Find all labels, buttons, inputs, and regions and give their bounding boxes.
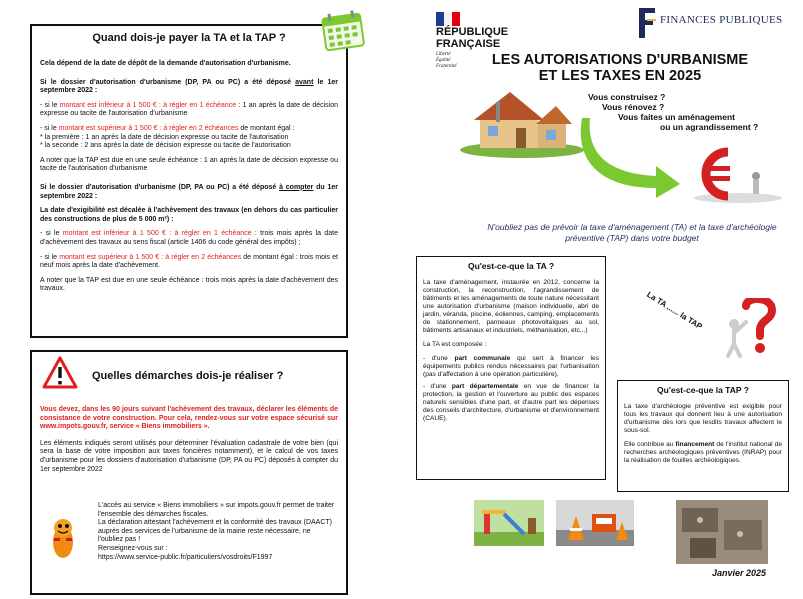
procedures-title: Quelles démarches dois-je réaliser ? <box>92 370 284 382</box>
ta-definition: La taxe d'aménagement, instaurée en 2012, concerne la construction, la reconstruction, l'agrandissement de bâtiments et les aménagements de toute nature nécessitant une autorisation d'urbanisme (maison individuelle, abri de jardin, véranda, piscine, éoliennes, camping, emplacements de stationnement, panneaux photovoltaïques au sol, bâtiments artisanaux et industriels, méthanisation, etc...) <box>423 279 599 334</box>
ta-box-title: Qu'est-ce-que la TA ? <box>467 261 555 271</box>
case2-line1: - si le montant est inférieur à 1 500 € : à régler en 1 échéance : trois mois après la date d'achèvement des travaux au sens fiscal (article 1406 du code général des impôts) ; <box>40 230 339 246</box>
case1-line2: - si le montant est supérieur à 1 500 € : à régler en 2 échéances de montant égal : <box>40 124 295 132</box>
calendar-icon <box>318 8 368 54</box>
mascot-icon <box>46 514 80 562</box>
case1-line4: * la seconde : 2 ans après la date de décision expresse ou tacite de l'autorisation <box>40 142 291 150</box>
budget-reminder: N'oubliez pas de prévoir la taxe d'aménagement (TA) et la taxe d'archéologie préventive (TAP) dans votre budget <box>487 222 777 243</box>
case1-line3: * la première : 1 an après la date de décision expresse ou tacite de l'autorisation <box>40 133 289 141</box>
valuation-text: Les éléments indiqués seront utilisés pour déterminer l'évaluation cadastrale de votre bien (qui sera la base de votre imposition aux taxes foncières notamment), et le calcul de vos taxes d'urbanisme pour les dossiers d'autorisation d'urbanisme (DP, PA ou PC) déposés à compter du 1er septembre 2022 <box>40 439 338 473</box>
republique-francaise: RÉPUBLIQUE FRANÇAISE <box>436 26 509 50</box>
marianne-logo <box>436 8 486 28</box>
archaeology-photo <box>676 500 768 564</box>
case2-exigibility: La date d'exigibilité est décalée à l'achèvement des travaux (en dehors du cas particulier des constructions de plus de 5 000 m²) : <box>40 207 338 223</box>
tip-daact: La déclaration attestant l'achèvement et la conformité des travaux (DAACT) auprès des services de l'urbanisme de la mairie reste nécessaire, ne l'oubliez pas ! <box>98 519 333 544</box>
service-public-link[interactable]: https://www.service-public.fr/particuliers/vosdroits/F1997 <box>98 553 273 561</box>
finances-publiques-label: FINANCES PUBLIQUES <box>660 14 783 26</box>
payment-box-title: Quand dois-je payer la TA et la TAP ? <box>92 32 286 44</box>
case2-note: A noter que la TAP est due en une seule échéance : trois mois après la date d'achèvement des travaux. <box>40 276 338 293</box>
intro-text: Cela dépend de la date de dépôt de la demande d'autorisation d'urbanisme. <box>40 60 291 67</box>
warning-icon <box>42 356 78 390</box>
payment-box <box>30 24 348 338</box>
declaration-warning: Vous devez, dans les 90 jours suivant l'achèvement des travaux, déclarer les éléments de consistance de votre construction. Pour cela, rendez-vous sur votre espace sécurisé sur www.impots.gouv.fr, service « Biens immobiliers ». <box>40 406 338 431</box>
ta-tap-label: La TA ...... la TAP <box>645 290 704 332</box>
ta-composition: La TA est composée : <box>423 341 487 348</box>
tap-financing: Elle contribue au financement de l'institut national de recherches archéologiques préventives (INRAP) pour la réalisation de fouilles archéologiques. <box>624 441 783 464</box>
tap-box <box>617 380 789 492</box>
republic-motto: Liberté Égalité Fraternité <box>436 52 457 69</box>
questions: Vous construisez ? Vous rénovez ? Vous faites un aménagement ou un agrandissement ? <box>588 92 759 132</box>
publication-date: Janvier 2025 <box>712 568 767 578</box>
case2-line2: - si le montant est supérieur à 1 500 € : à régler en 2 échéances de montant égal : trois mois et neuf mois après la date d'achèvement. <box>40 253 339 270</box>
question-mark-illustration <box>720 298 778 360</box>
case1-note: A noter que la TAP est due en une seule échéance : 1 an après la date de décision expresse ou tacite de l'autorisation d'urbanisme <box>40 156 338 173</box>
tap-definition: La taxe d'archéologie préventive est exigible pour tous les travaux qui donnent lieu à une autorisation d'urbanisme dès lors que lesdits travaux affectent le sous-sol. <box>624 403 782 434</box>
house-illustration <box>456 84 588 158</box>
tip-biens-immobiliers: L'accès au service « Biens immobiliers » sur impots.gouv.fr permet de traiter l'ensemble des démarches fiscales. <box>98 502 335 518</box>
green-arrow-icon <box>574 112 684 198</box>
case1-heading: Si le dossier d'autorisation d'urbanisme (DP, PA ou PC) a été déposé avant le 1er septembre 2022 : <box>40 78 338 95</box>
finances-publiques-icon <box>636 6 658 40</box>
tip-info: Renseignez-vous sur : <box>98 544 168 552</box>
case1-line1: - si le montant est inférieur à 1 500 € : à régler en 1 échéance : 1 an après la date de décision expresse ou tacite de l'autorisation d'urbanisme <box>40 101 339 118</box>
procedures-box <box>30 350 348 595</box>
ta-box <box>416 256 606 480</box>
page-title: LES AUTORISATIONS D'URBANISME ET LES TAXES EN 2025 <box>491 52 749 84</box>
roadworks-photo <box>556 500 634 546</box>
playground-photo <box>474 500 544 546</box>
case2-heading: Si le dossier d'autorisation d'urbanisme (DP, PA ou PC) a été déposé à compter du 1er septembre 2022 : <box>40 183 338 200</box>
euro-sign-illustration <box>690 146 786 204</box>
tap-box-title: Qu'est-ce-que la TAP ? <box>657 385 749 395</box>
ta-part-communale: - d'une part communale qui sert à financer les équipements publics rendus nécessaires par l'urbanisation (pas d'affectation à une opération particulière), <box>423 355 599 378</box>
ta-part-departementale: - d'une part départementale en vue de financer la protection, la gestion et l'ouverture au public des espaces naturels sensibles d'une part, et d'autre part les dépenses des conseils d'architecture, d'urbanisme et d'environnement (CAUE). <box>423 383 599 422</box>
